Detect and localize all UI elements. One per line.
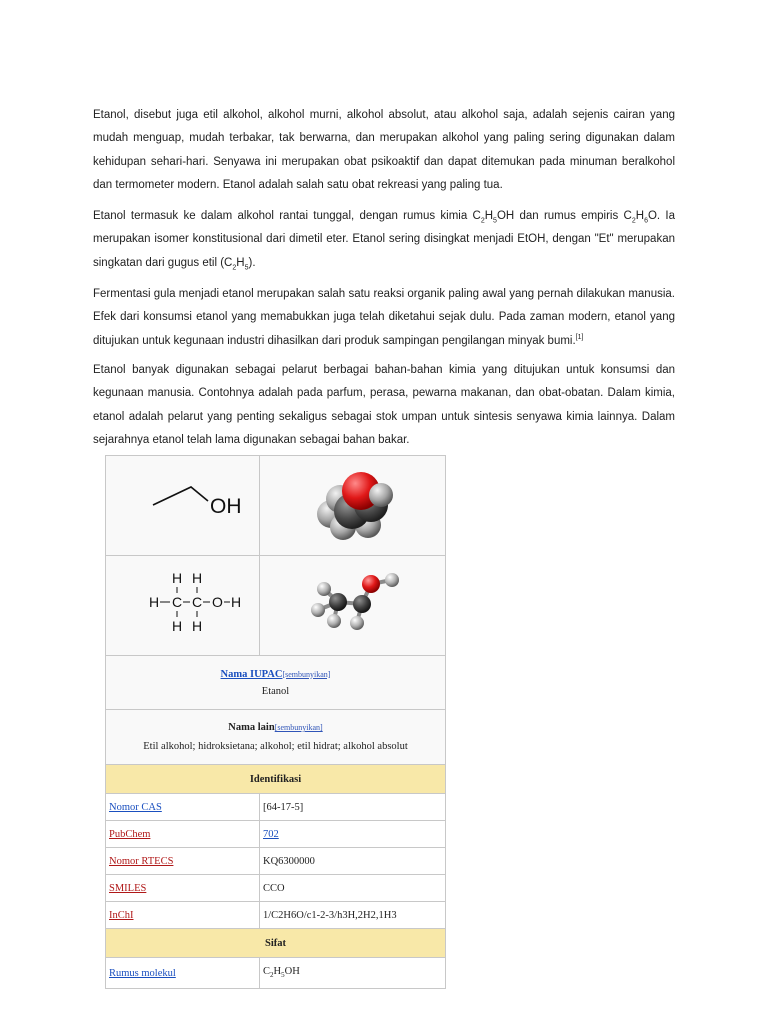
formula-c: C	[263, 966, 271, 978]
skeletal-formula-image	[123, 469, 243, 539]
inchi-link[interactable]: InChI	[109, 909, 134, 921]
iupac-hide-toggle[interactable]: [sembunyikan]	[282, 669, 331, 679]
p2-sub-2b: 2	[631, 217, 636, 225]
paragraph-uses: Etanol banyak digunakan sebagai pelarut berbagai bahan-bahan kimia yang ditujukan untuk konsumsi dan kegunaan manusia. Contohnya adalah pada parfum, perasa, pewarna makanan, dan obat-obatan. Dalam kimia, etanol adalah pelarut yang penting sekaligus sebagai stok umpan untuk sintesis senyawa kimia lainnya. Dalam sejarahnya etanol telah lama digunakan sebagai bahan bakar.	[93, 364, 675, 447]
formula-oh: OH	[284, 966, 300, 978]
p2-sub-6: 6	[644, 217, 648, 225]
atom-c-2: C	[191, 594, 202, 610]
structural-formula-image	[123, 569, 243, 639]
p2-text-a: Etanol termasuk ke dalam alkohol rantai tunggal, dengan rumus kimia C	[93, 210, 481, 222]
p2-sub-2a: 2	[480, 217, 485, 225]
atom-h-top-1: H	[171, 570, 182, 586]
inchi-value: 1/C2H6O/c1-2-3/h3H,2H2,1H3	[260, 902, 446, 929]
p2-text-f: H	[236, 256, 245, 269]
cas-label-cell	[106, 794, 260, 821]
p2-text-e: O. Ia merupakan isomer konstitusional dari dimetil eter. Etanol sering disingkat menjadi EtOH, dengan "Et" merupakan singkatan dari gugus etil (C	[93, 210, 675, 269]
reference-link[interactable]: [1]	[575, 333, 584, 341]
cas-number-link[interactable]: Nomor CAS	[109, 801, 162, 813]
atom-h-bottom-2: H	[191, 618, 202, 634]
cas-number-value: [64-17-5]	[260, 794, 446, 821]
p3-text: Fermentasi gula menjadi etanol merupakan salah satu reaksi organik paling awal yang pernah dilakukan manusia. Efek dari konsumsi etanol yang memabukkan juga telah diketahui sejak dulu. Pada zaman modern, etanol yang ditujukan untuk kegunaan industri dihasilkan dari produk sampingan pengilangan minyak bumi.	[93, 288, 675, 347]
other-names-label: Nama lain	[228, 722, 275, 733]
pubchem-id-link[interactable]: 702	[263, 828, 279, 840]
p2-sub-2c: 2	[232, 264, 237, 272]
pubchem-value-cell	[260, 821, 446, 848]
smiles-link[interactable]: SMILES	[109, 882, 147, 894]
skeletal-formula-cell	[106, 456, 260, 556]
atom-h-right: H	[230, 594, 241, 610]
smiles-value: CCO	[260, 875, 446, 902]
space-filling-model-image	[298, 459, 408, 549]
inchi-label-cell	[106, 902, 260, 929]
ball-and-stick-model-image	[298, 564, 408, 644]
p2-text-c: OH dan rumus empiris C	[496, 210, 632, 222]
atom-c-1: C	[171, 594, 182, 610]
paragraph-intro: Etanol, disebut juga etil alkohol, alkohol murni, alkohol absolut, atau alkohol saja, adalah sejenis cairan yang mudah menguap, mudah terbakar, tak berwarna, dan merupakan alkohol yang paling sering digunakan dalam kehidupan sehari-hari. Senyawa ini merupakan obat psikoaktif dan dapat ditemukan pada minuman beralkohol dan termometer modern. Etanol adalah salah satu obat rekreasi yang paling tua.	[93, 109, 675, 192]
formula-h: H	[273, 966, 282, 978]
iupac-name-cell	[106, 656, 446, 710]
atom-h-bottom-1: H	[171, 618, 182, 634]
paragraph-formula	[93, 205, 675, 275]
structural-formula-cell	[106, 556, 260, 656]
ball-and-stick-model-cell	[260, 556, 446, 656]
pubchem-label-cell	[106, 821, 260, 848]
hydroxyl-label: OH	[209, 495, 241, 518]
section-sifat: Sifat	[106, 929, 446, 958]
molecular-formula-link[interactable]: Rumus molekul	[109, 967, 176, 979]
atom-o: O	[211, 594, 223, 610]
formula-sub-5: 5	[281, 971, 285, 980]
rtecs-value: KQ6300000	[260, 848, 446, 875]
rtecs-link[interactable]: Nomor RTECS	[109, 855, 174, 867]
p2-text-g: ).	[248, 256, 256, 269]
other-names-cell	[106, 710, 446, 765]
smiles-label-cell	[106, 875, 260, 902]
other-names-value: Etil alkohol; hidroksietana; alkohol; etil hidrat; alkohol absolut	[143, 741, 408, 752]
formula-sub-2: 2	[270, 971, 274, 980]
molecular-formula-label-cell	[106, 958, 260, 989]
p2-sub-5a: 5	[493, 217, 497, 225]
p2-text-d: H	[635, 210, 645, 222]
molecular-formula-value	[260, 958, 446, 989]
iupac-name-link[interactable]: Nama IUPAC	[220, 668, 283, 680]
atom-h-top-2: H	[191, 570, 202, 586]
rtecs-label-cell	[106, 848, 260, 875]
section-identifikasi: Identifikasi	[106, 765, 446, 794]
paragraph-fermentation	[93, 283, 675, 353]
pubchem-link[interactable]: PubChem	[109, 828, 151, 840]
atom-h-left: H	[148, 594, 159, 610]
space-filling-model-cell	[260, 456, 446, 556]
p2-sub-5b: 5	[244, 264, 249, 272]
other-names-hide-toggle[interactable]: [sembunyikan]	[274, 723, 323, 732]
infobox	[105, 455, 446, 989]
iupac-name-value: Etanol	[261, 685, 290, 697]
p2-text-b: H	[484, 210, 494, 222]
